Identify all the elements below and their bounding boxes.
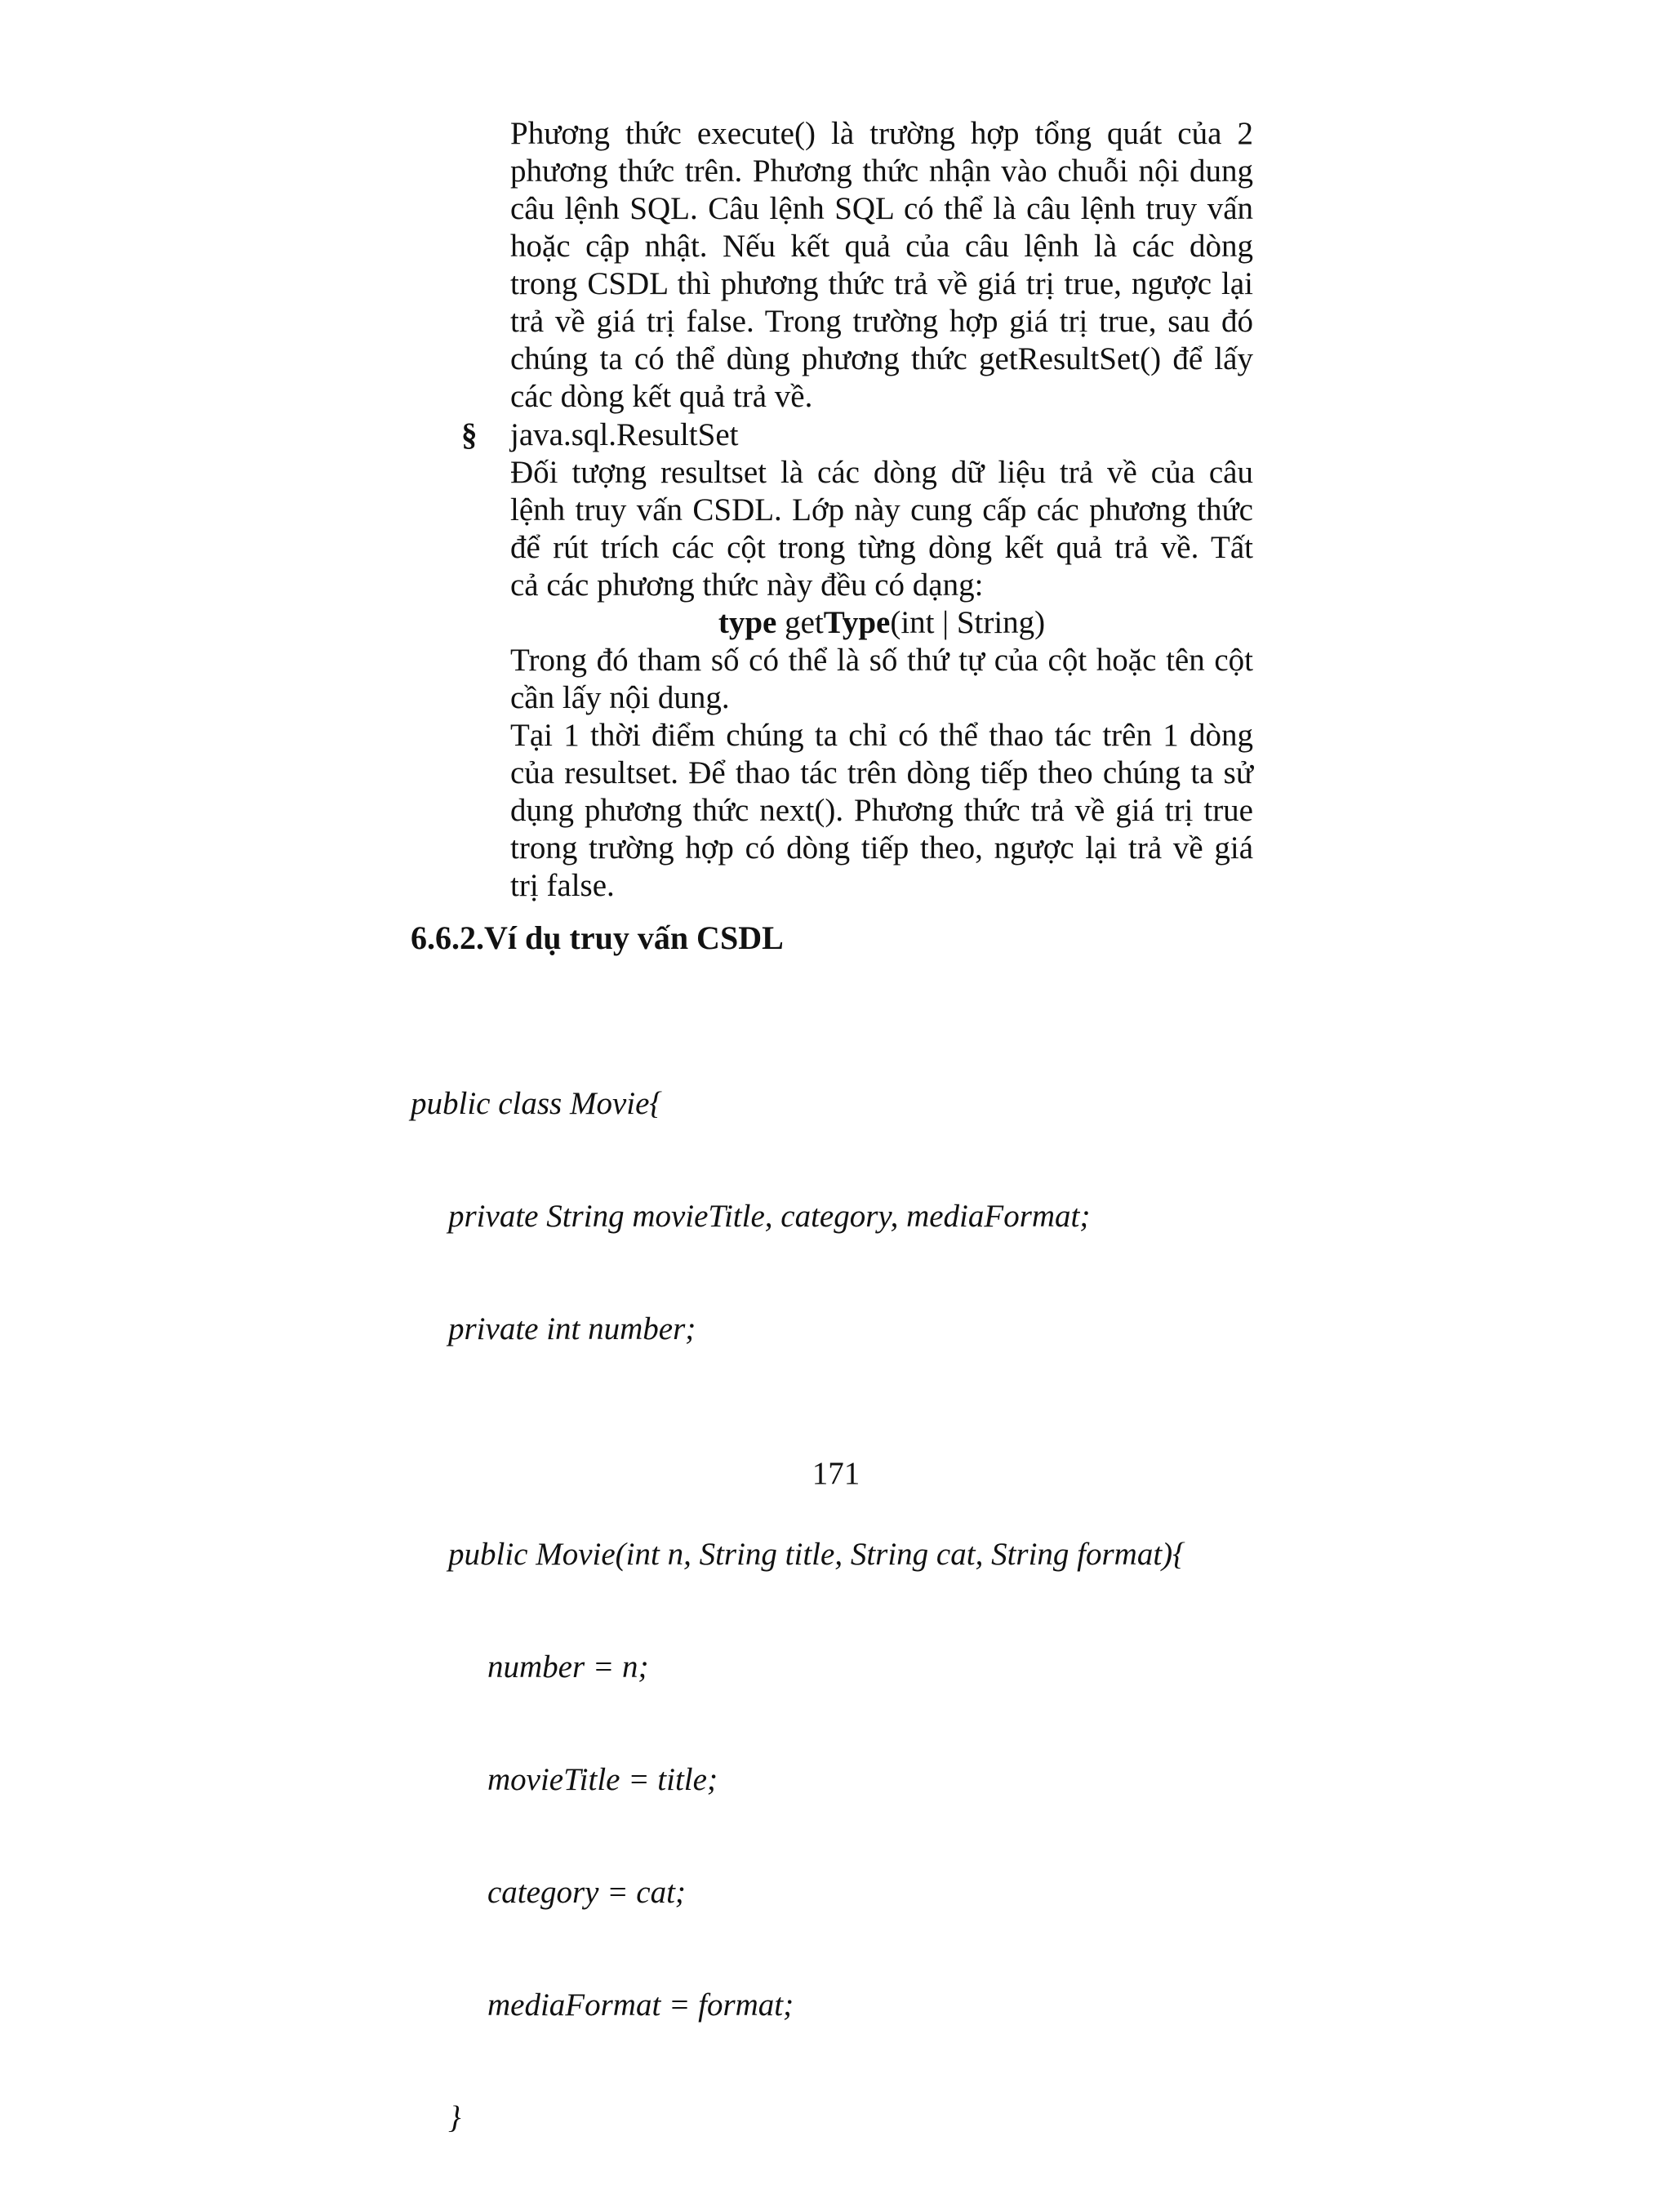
method-signature bbox=[510, 604, 1253, 642]
text-line: Trong đó tham số có thể là số thứ tự của cột hoặc tên cột bbox=[510, 643, 1253, 678]
text-line: dụng phương thức next(). Phương thức trả về giá trị true bbox=[510, 793, 1253, 828]
page-number: 171 bbox=[812, 1456, 860, 1491]
text-line: để rút trích các cột trong từng dòng kết quả trả về. Tất bbox=[510, 530, 1253, 565]
code-line: private int number; bbox=[448, 1311, 696, 1346]
code-line: private String movieTitle, category, mediaFormat; bbox=[448, 1199, 1091, 1234]
code-line: category = cat; bbox=[487, 1875, 686, 1910]
text-line: Đối tượng resultset là các dòng dữ liệu trả về của câu bbox=[510, 455, 1253, 490]
paragraph-parameter-note bbox=[510, 642, 1253, 717]
code-line: number = n; bbox=[487, 1649, 649, 1685]
section-bullet-icon: § bbox=[461, 417, 478, 452]
signature-type-name: Type bbox=[823, 605, 891, 640]
text-line: các dòng kết quả trả về. bbox=[510, 379, 813, 414]
section-heading: 6.6.2.Ví dụ truy vấn CSDL bbox=[411, 919, 784, 956]
paragraph-execute-method bbox=[510, 115, 1253, 416]
signature-params: (int | String) bbox=[890, 605, 1046, 640]
signature-get: get bbox=[776, 605, 824, 640]
bullet-label: java.sql.ResultSet bbox=[510, 417, 739, 452]
text-line: phương thức trên. Phương thức nhận vào chuỗi nội dung bbox=[510, 154, 1253, 189]
text-line: Phương thức execute() là trường hợp tổng quát của 2 bbox=[510, 116, 1253, 151]
code-line: public class Movie{ bbox=[411, 1086, 663, 1121]
text-line: chúng ta có thể dùng phương thức getResultSet() để lấy bbox=[510, 341, 1253, 376]
text-line: trong trường hợp có dòng tiếp theo, ngược lại trả về giá bbox=[510, 830, 1253, 866]
text-line: lệnh truy vấn CSDL. Lớp này cung cấp các phương thức bbox=[510, 492, 1253, 527]
text-line: hoặc cập nhật. Nếu kết quả của câu lệnh là các dòng bbox=[510, 229, 1253, 264]
code-block bbox=[411, 1010, 1185, 2212]
text-line: cả các phương thức này đều có dạng: bbox=[510, 567, 984, 603]
text-line: trị false. bbox=[510, 868, 615, 903]
code-line: movieTitle = title; bbox=[487, 1762, 718, 1797]
code-line: public Movie(int n, String title, String cat, String format){ bbox=[448, 1537, 1185, 1572]
paragraph-resultset-description bbox=[510, 454, 1253, 604]
code-line: mediaFormat = format; bbox=[487, 1987, 794, 2023]
text-line: trong CSDL thì phương thức trả về giá trị true, ngược lại bbox=[510, 266, 1253, 301]
text-line: Tại 1 thời điểm chúng ta chỉ có thể thao tác trên 1 dòng bbox=[510, 718, 1253, 753]
code-line: } bbox=[448, 2100, 461, 2135]
signature-type-keyword: type bbox=[718, 605, 777, 640]
text-line: cần lấy nội dung. bbox=[510, 680, 730, 715]
text-line: câu lệnh SQL. Câu lệnh SQL có thể là câu lệnh truy vấn bbox=[510, 191, 1253, 226]
paragraph-next-method bbox=[510, 717, 1253, 905]
text-line: trả về giá trị false. Trong trường hợp giá trị true, sau đó bbox=[510, 304, 1253, 339]
text-line: của resultset. Để thao tác trên dòng tiếp theo chúng ta sử bbox=[510, 755, 1253, 790]
